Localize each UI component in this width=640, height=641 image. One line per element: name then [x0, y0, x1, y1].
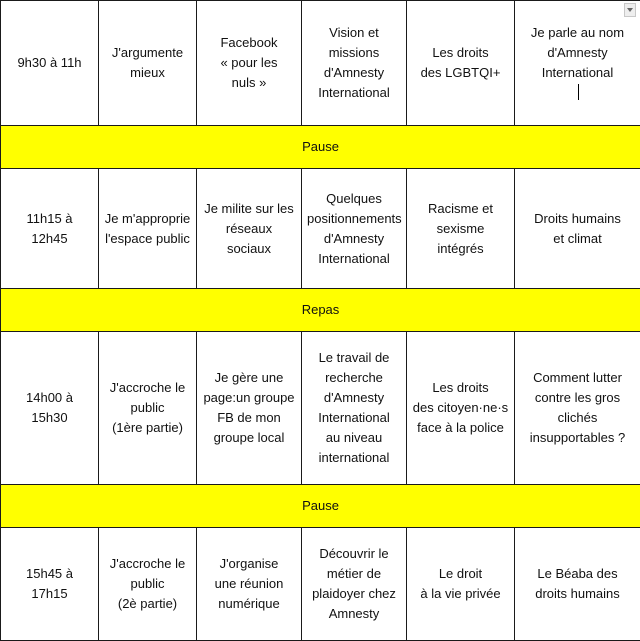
session-cell[interactable]: Le travail de recherche d'Amnesty International au niveau international: [302, 332, 407, 485]
session-cell[interactable]: Comment lutter contre les gros clichés insupportables ?: [515, 332, 640, 485]
time-cell: 11h15 à 12h45: [1, 169, 99, 289]
session-cell[interactable]: Quelques positionnements d'Amnesty International: [302, 169, 407, 289]
meal-band: Repas: [1, 289, 640, 332]
session-cell[interactable]: Le droit à la vie privée: [407, 528, 515, 641]
meal-row: [1, 289, 640, 332]
text-cursor: [578, 84, 579, 100]
session-cell[interactable]: Je gère une page:un groupe FB de mon groupe local: [197, 332, 302, 485]
slot-row-3: [1, 332, 640, 485]
pause-row-2: [1, 485, 640, 528]
session-cell[interactable]: Droits humains et climat: [515, 169, 640, 289]
session-cell[interactable]: Les droits des citoyen·ne·s face à la police: [407, 332, 515, 485]
session-cell-editing[interactable]: [515, 1, 640, 126]
time-cell: 9h30 à 11h: [1, 1, 99, 126]
session-cell[interactable]: J'accroche le public (2è partie): [99, 528, 197, 641]
session-cell[interactable]: Les droits des LGBTQI+: [407, 1, 515, 126]
time-cell: 14h00 à 15h30: [1, 332, 99, 485]
session-cell[interactable]: Facebook « pour les nuls »: [197, 1, 302, 126]
pause-band: Pause: [1, 485, 640, 528]
session-text: Je parle au nom d'Amnesty International: [531, 25, 624, 80]
slot-row-2: [1, 169, 640, 289]
session-cell[interactable]: J'organise une réunion numérique: [197, 528, 302, 641]
session-cell[interactable]: Le Béaba des droits humains: [515, 528, 640, 641]
session-cell[interactable]: J'argumente mieux: [99, 1, 197, 126]
time-cell: 15h45 à 17h15: [1, 528, 99, 641]
session-cell[interactable]: J'accroche le public (1ère partie): [99, 332, 197, 485]
chevron-down-icon[interactable]: [624, 3, 636, 17]
session-cell[interactable]: Je m'approprie l'espace public: [99, 169, 197, 289]
session-cell[interactable]: Découvrir le métier de plaidoyer chez Amnesty: [302, 528, 407, 641]
session-cell[interactable]: Racisme et sexisme intégrés: [407, 169, 515, 289]
slot-row-1: [1, 1, 640, 126]
slot-row-4: [1, 528, 640, 641]
session-cell[interactable]: Je milite sur les réseaux sociaux: [197, 169, 302, 289]
session-cell[interactable]: Vision et missions d'Amnesty International: [302, 1, 407, 126]
pause-band: Pause: [1, 126, 640, 169]
pause-row-1: [1, 126, 640, 169]
